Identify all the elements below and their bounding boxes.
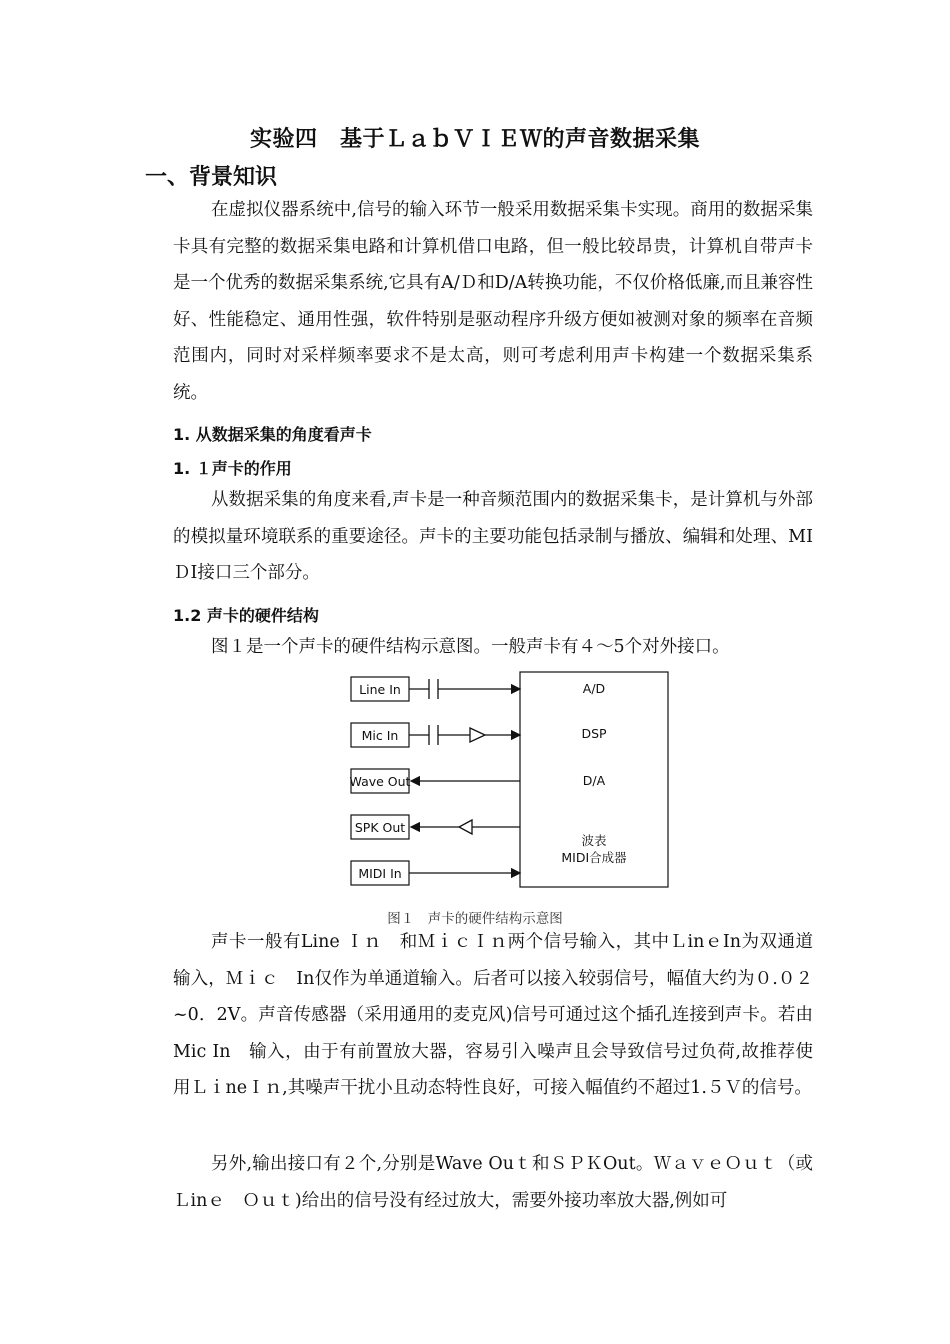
port-label-wave-out: Wave Out: [349, 774, 411, 789]
document-title: 实验四 基于ＬａｂＶＩＥＷ的声音数据采集: [249, 126, 700, 152]
amplifier-icon: [470, 728, 485, 742]
sound-card-diagram: [340, 665, 680, 895]
port-label-spk-out: SPK Out: [354, 820, 406, 835]
output-ports-paragraph: 另外,输出接口有２个,分别是Wave Ouｔ和ＳＰＫOut。ＷａｖｅＯｕｔ（或Ｌinｅ Ｏｕｔ)给出的信号没有经过放大，需要外接功率放大器,例如可: [173, 1154, 813, 1211]
port-label-line-in: Line In: [359, 682, 401, 697]
block-label-da: D/A: [582, 773, 606, 788]
spk-amplifier-icon: [459, 820, 472, 834]
section-heading-background: 一、背景知识: [145, 164, 278, 190]
figure-intro-paragraph: 图１是一个声卡的硬件结构示意图。一般声卡有４～5个对外接口。: [211, 637, 730, 657]
block-label-ad: A/D: [582, 681, 606, 696]
block-label-midi-synth: MIDI合成器: [561, 850, 627, 865]
subsection-heading-1: 1. 从数据采集的角度看声卡: [173, 425, 372, 444]
mic-in-connection: [409, 725, 520, 745]
sound-card-role-paragraph: 从数据采集的角度来看,声卡是一种音频范围内的数据采集卡，是计算机与外部的模拟量环境联系的重要途径。声卡的主要功能包括录制与播放、编辑和处理、MIＤI接口三个部分。: [173, 490, 813, 584]
figure-caption: 图１ 声卡的硬件结构示意图: [387, 911, 563, 927]
intro-paragraph: 在虚拟仪器系统中,信号的输入环节一般采用数据采集卡实现。商用的数据采集卡具有完整的数据采集电路和计算机借口电路，但一般比较昂贵，计算机自带声卡是一个优秀的数据采集系统,它具有A/Ｄ和D/A转换功能，不仅价格低廉,而且兼容性好、性能稳定、通用性强，软件特别是驱动程序升级方便如被测对象的频率在音频范围内，同时对采样频率要求不是太高，则可考虑利用声卡构建一个数据采集系统。: [173, 200, 813, 403]
port-label-midi-in: MIDI In: [358, 866, 402, 881]
block-label-dsp: DSP: [581, 726, 607, 741]
line-in-connection: [409, 679, 520, 699]
input-ports-paragraph: 声卡一般有Line Ｉｎ 和ＭｉｃＩｎ两个信号输入，其中ＬinｅIn为双通道输入，Ｍｉｃ In仅作为单通道输入。后者可以接入较弱信号，幅值大约为０.０２~0．2V。声音传感器（采用通用的麦克风)信号可通过这个插孔连接到声卡。若由Mic In 输入，由于有前置放大器，容易引入噪声且会导致信号过负荷,故推荐使用ＬｉneＩｎ,其噪声干扰小且动态特性良好，可接入幅值约不超过1.５Ｖ的信号。: [173, 932, 813, 1099]
block-label-wavetable: 波表: [581, 833, 607, 848]
subsection-heading-1-2: 1.2 声卡的硬件结构: [173, 606, 319, 625]
subsection-heading-1-1: 1. １声卡的作用: [173, 459, 292, 478]
spk-out-connection: [411, 820, 520, 834]
port-label-mic-in: Mic In: [361, 728, 399, 743]
